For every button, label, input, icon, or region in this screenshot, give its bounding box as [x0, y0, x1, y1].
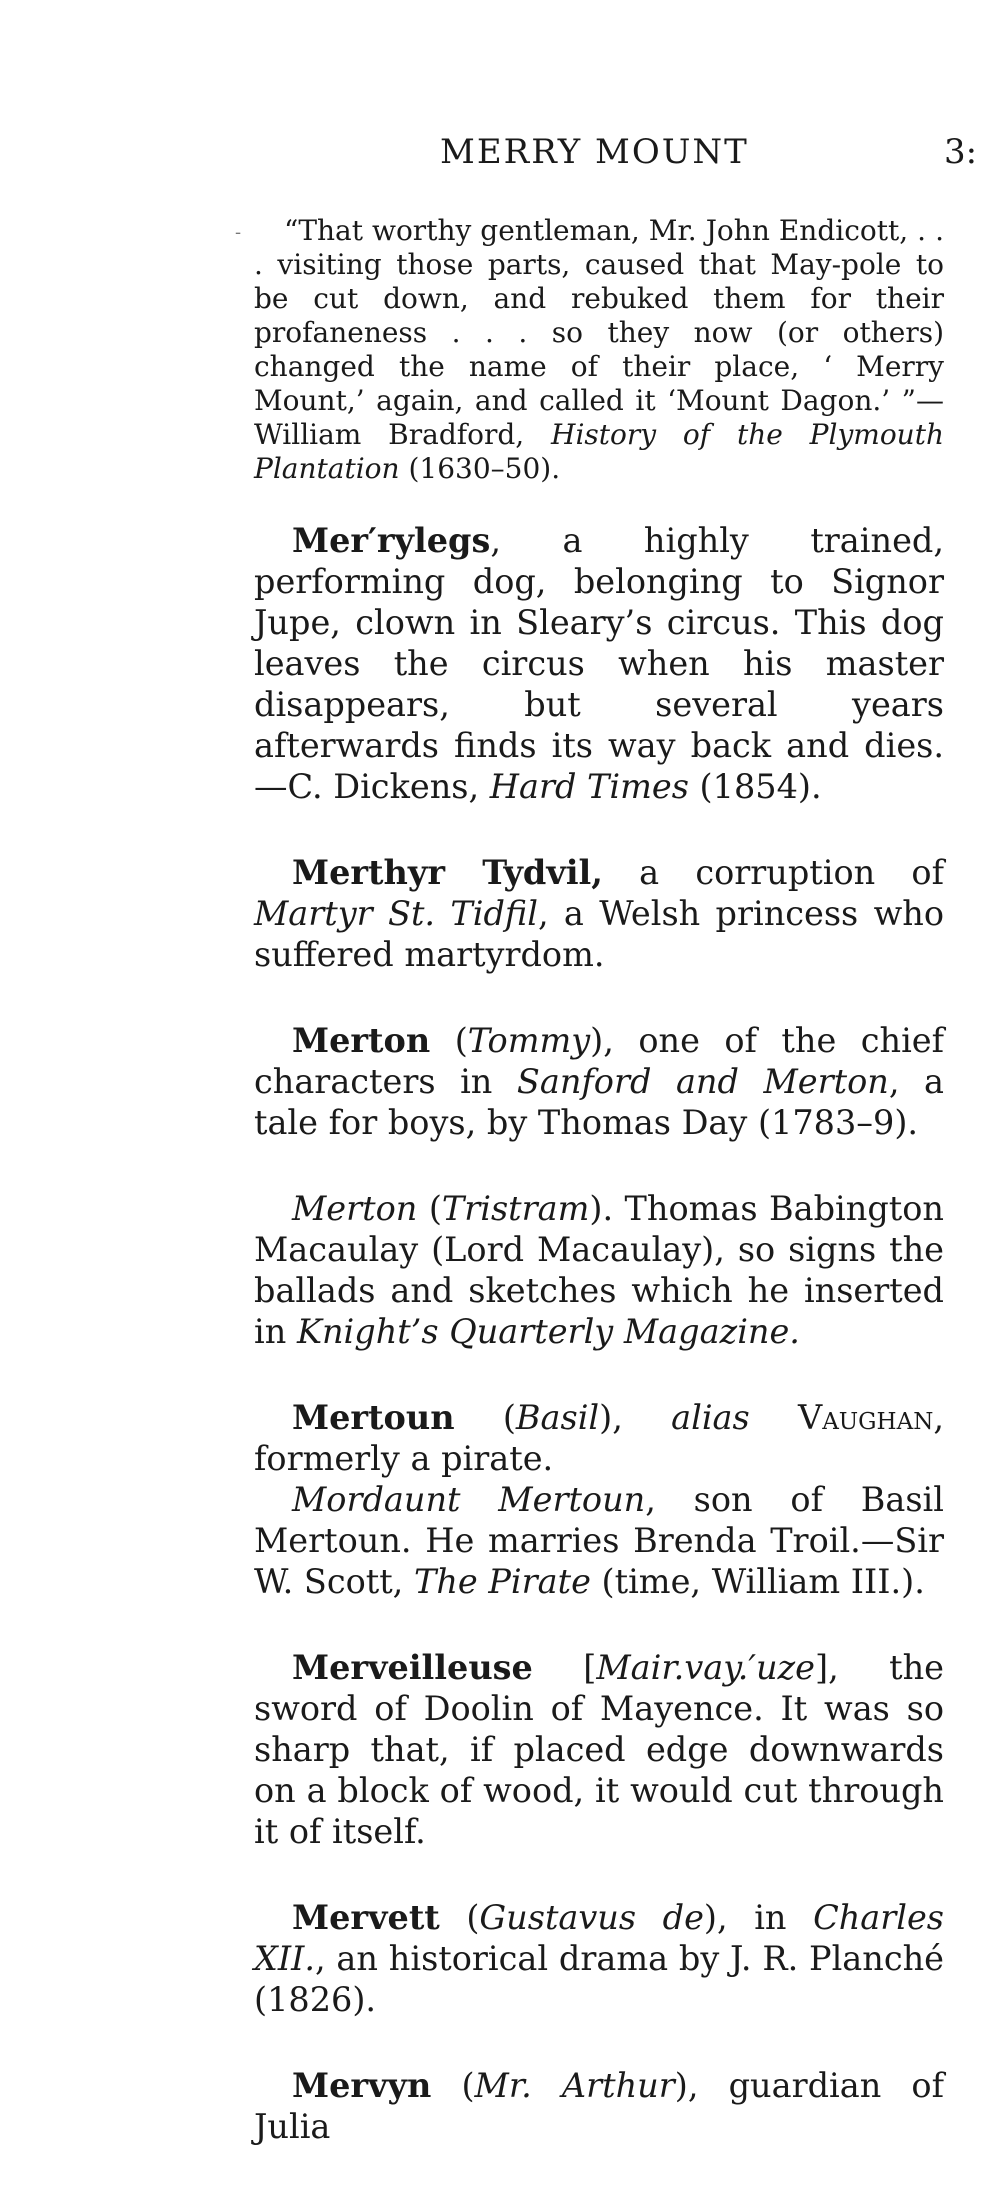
quotation-block: [254, 214, 944, 486]
running-head: [0, 132, 1000, 182]
entry-body-text: [750, 1398, 798, 1437]
entry-body-text: (: [454, 1398, 516, 1437]
entry-body-text: (: [417, 1189, 442, 1228]
dictionary-entry: [254, 520, 944, 807]
entry-body-text: ),: [599, 1398, 672, 1437]
entry-body-text: a corruption of: [602, 853, 944, 892]
entry-body-text: ), in: [703, 1898, 814, 1937]
entry-body-text: (time, William III.).: [590, 1562, 925, 1601]
dictionary-entry: [254, 852, 944, 975]
entry-body-text: , a Welsh princess who suffered martyrdom.: [254, 894, 944, 974]
entry-italic-text: Mordaunt Mertoun: [292, 1480, 646, 1519]
entry-headword: Mervyn: [292, 2066, 432, 2105]
entry-body-text: (1854).: [688, 767, 822, 806]
dictionary-entry: [254, 1897, 944, 2020]
entry-text: [254, 2065, 944, 2147]
entry-text: [254, 1647, 944, 1852]
dictionary-entry: [254, 1188, 944, 1352]
entry-italic-text: Sanford and Merton: [516, 1062, 889, 1101]
quote-text: “That worthy gentleman, Mr. John Endicott, . . . visiting those parts, caused that May-pole to be cut down, and rebuked them for their profaneness . . . so they now (or others) changed the name of their place, ‘ Merry Mount,’ again, and called it ‘Mount Dagon.’ ”—William Bradford,: [254, 214, 944, 451]
dictionary-entry: [254, 1020, 944, 1143]
entry-text: [254, 1897, 944, 2020]
entry-body-text: [: [532, 1648, 597, 1687]
entry-italic-text: The Pirate: [413, 1562, 591, 1601]
running-title: MERRY MOUNT: [440, 132, 749, 172]
entry-headword: Merthyr Tydvil,: [292, 853, 603, 892]
entry-italic-text: Merton: [292, 1189, 418, 1228]
entry-text: [254, 1479, 944, 1602]
entry-body-text: ), one of the chief characters in: [254, 1021, 945, 1101]
entry-italic-text: Tristram: [441, 1189, 590, 1228]
entry-italic-text: Gustavus de: [479, 1898, 704, 1937]
entry-italic-text: Tommy: [467, 1021, 591, 1060]
entry-body-text: (: [430, 1021, 468, 1060]
entry-italic-text: alias: [671, 1398, 750, 1437]
entry-italic-text: Mair.vay.′uze: [596, 1648, 815, 1687]
entry-text: [254, 1020, 944, 1143]
quote-source-title: History of the Plymouth Plantation: [254, 418, 944, 485]
dictionary-entry: [254, 2065, 944, 2147]
entry-small-caps-text: Vaughan: [798, 1398, 934, 1437]
entry-body-text: ), guardian of Julia: [254, 2066, 944, 2146]
entry-body-text: , a tale for boys, by Thomas Day (1783–9).: [254, 1062, 944, 1142]
entry-text: [254, 520, 944, 807]
entry-body-text: , a highly trained, performing dog, belonging to Signor Jupe, clown in Sleary’s circus. This dog leaves the circus when his master disappears, but several years afterwards finds its way back and dies.—C. Dickens,: [254, 521, 944, 806]
entry-text: [254, 1188, 944, 1352]
entry-body-text: , son of Basil Mertoun. He marries Brenda Troil.—Sir W. Scott,: [254, 1480, 944, 1601]
entry-body-text: , an historical drama by J. R. Planché (1826).: [254, 1939, 944, 2019]
entry-italic-text: Hard Times: [489, 767, 689, 806]
page-number: 3:: [944, 132, 978, 172]
dictionary-entry: [254, 1397, 944, 1479]
dictionary-entry: [254, 1479, 944, 1602]
entry-italic-text: Mr. Arthur: [474, 2066, 675, 2105]
dictionary-entry: [254, 1647, 944, 1852]
entry-text: [254, 852, 944, 975]
entry-body-text: (: [439, 1898, 480, 1937]
entry-italic-text: Basil: [515, 1398, 600, 1437]
entry-headword: Merveilleuse: [292, 1648, 533, 1687]
entry-headword: Mer′rylegs: [292, 521, 491, 560]
entry-italic-text: Charles XII.: [254, 1898, 945, 1978]
stray-mark: -: [235, 222, 242, 243]
entry-body-text: ). Thomas Babington Macaulay (Lord Macaulay), so signs the ballads and sketches which he inserted in: [254, 1189, 944, 1351]
entry-body-text: ], the sword of Doolin of Mayence. It was so sharp that, if placed edge downwards on a block of wood, it would cut through it of itself.: [254, 1648, 944, 1851]
quote-date: (1630–50).: [399, 452, 561, 485]
entry-italic-text: Martyr St. Tidfil: [254, 894, 538, 933]
entry-headword: Mertoun: [292, 1398, 455, 1437]
entry-body-text: , formerly a pirate.: [254, 1398, 945, 1478]
entry-text: [254, 1397, 944, 1479]
dictionary-entries: [254, 520, 944, 2192]
entry-headword: Merton: [292, 1021, 431, 1060]
entry-italic-text: Knight’s Quarterly Magazine.: [296, 1312, 800, 1351]
entry-headword: Mervett: [292, 1898, 440, 1937]
entry-body-text: (: [431, 2066, 475, 2105]
